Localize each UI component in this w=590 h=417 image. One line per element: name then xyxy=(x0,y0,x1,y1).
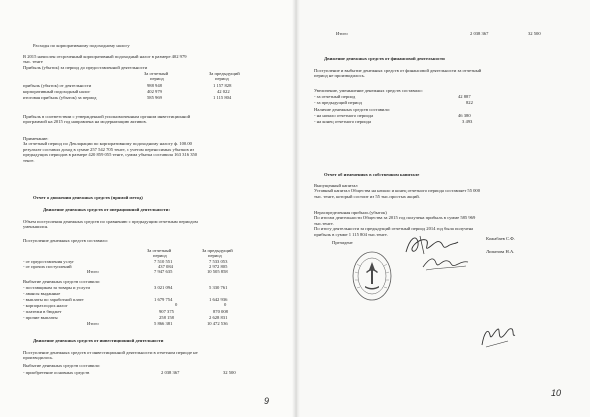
table-cell: 1 679 754 xyxy=(154,297,173,302)
tax-intro-line: тыс. тенге xyxy=(23,59,43,65)
table-cell: 2 038 367 xyxy=(161,370,180,375)
balance-table xyxy=(314,113,514,125)
tax-note xyxy=(23,136,197,163)
table-cell: 7 947 635 xyxy=(154,269,173,274)
capital-section xyxy=(314,183,480,199)
paragraph-line: По итогу деятельности за предыдущий отчетный период 2014 год была получена xyxy=(314,226,474,232)
table-cell: 1 115 804 xyxy=(213,95,232,100)
table-row-label: - за предыдущий период xyxy=(314,100,362,105)
outflow-table xyxy=(23,285,283,333)
investing-outflow-heading: Выбытие денежных средств составило: xyxy=(23,363,101,368)
table-row-label: - от предоставления услуг xyxy=(23,259,75,264)
initials-mark-icon xyxy=(478,323,518,351)
inflow-col1-header: За отчетный xyxy=(147,248,172,253)
page-right xyxy=(296,0,590,417)
table-cell: 402 979 xyxy=(147,89,162,94)
note-line: предыдущих периодов в размере 420 859 055 тенге, сумма убытка составила 163 316 350 xyxy=(23,152,198,158)
table-row-label: - на начало отчетного периода xyxy=(314,113,374,118)
tax-paragraph xyxy=(23,114,190,125)
table-cell: 46 380 xyxy=(458,113,471,118)
signature-accountant-icon xyxy=(420,253,470,273)
table-row-label: - прочие выплаты xyxy=(23,315,58,320)
table-row-label: Итого xyxy=(87,321,99,326)
table-row-label: - приобретение основных средств xyxy=(23,370,90,375)
table-cell: 42 022 xyxy=(217,89,230,94)
table-row-label: Итого xyxy=(336,31,348,36)
table-cell: 258 158 xyxy=(159,315,174,320)
paragraph-line: тыс.тенге. xyxy=(314,220,334,226)
table-cell: 870 008 xyxy=(213,309,228,314)
table-cell: 822 xyxy=(466,100,473,105)
table-row-label: корпоративный подоходный налог xyxy=(23,89,91,94)
table-row-label: - авансы выданные xyxy=(23,291,61,296)
table-cell: 5 866 381 xyxy=(154,321,173,326)
table-row-label: - корпорат.подох.налог xyxy=(23,303,68,308)
table-cell: 42 887 xyxy=(458,94,471,99)
table-row-label: прибыль (убыток) от деятельности xyxy=(23,83,92,88)
outflow-heading: Выбытие денежных средств составило: xyxy=(23,279,101,284)
paragraph-line: Поступление денежных средств от инвестиционной деятельности в отчетном периоде не xyxy=(23,350,198,355)
table-row-label: - на конец отчетного периода xyxy=(314,119,372,124)
balance-heading: Наличие денежных средств составило: xyxy=(314,107,391,112)
table-cell: 7 510 551 xyxy=(154,259,173,264)
table-cell: 2 628 831 xyxy=(209,315,228,320)
capital-heading: Выпущенный капитал xyxy=(314,183,358,188)
tax-section xyxy=(33,43,130,48)
table-cell: 3 493 xyxy=(462,119,473,124)
page-fold-shadow xyxy=(292,0,300,417)
note-line: результат составил доход в сумме 257 542 705 тенге, с учетом переносимых убытков из xyxy=(23,146,195,152)
table-row-label: итоговая прибыль (убыток) за период xyxy=(23,95,97,100)
investing-heading: Движение денежных средств от инвестиционной деятельности xyxy=(33,338,164,343)
tax-intro-line: Прибыль (убыток) за период до предоставленной деятельности xyxy=(23,64,148,70)
table-cell: 2 038 367 xyxy=(470,31,489,36)
table-cell: 32 500 xyxy=(223,370,236,375)
table-cell: 585 969 xyxy=(147,95,162,100)
paragraph-line: программой на 2015 год направлена на модернизацию активов. xyxy=(23,119,147,125)
paragraph-line: Объем поступления денежных средств по сравнению с предыдущим отчетным периодом xyxy=(23,219,198,224)
table-row-label: - за отчетный период xyxy=(314,94,356,99)
table-cell: 988 948 xyxy=(147,83,162,88)
paragraph-line: производилось. xyxy=(23,355,54,361)
table-row-label: - поставщикам за товары и услуги xyxy=(23,285,90,290)
inflow-col2-header: период xyxy=(208,253,222,258)
cashflow-title: Отчет о движении денежных средств (прямой метод) xyxy=(33,195,143,200)
paragraph-line: Прибыль в соответствии с утвержденной уполномоченным органом инвестиционной xyxy=(23,114,191,119)
table-cell: 7 533 053 xyxy=(209,259,228,264)
tax-table xyxy=(23,71,283,113)
paragraph-line: По итогам деятельности Общества за 2015 год получена прибыль в сумме 585 969 xyxy=(314,215,476,221)
operating-intro xyxy=(23,219,198,230)
table-cell: 10 472 536 xyxy=(207,321,228,326)
paragraph-line: тыс. тенге, который состоит из 55 тыс.простых акций. xyxy=(314,193,420,199)
table-cell: 3 021 094 xyxy=(154,285,173,290)
table-cell: 2 972 805 xyxy=(209,264,228,269)
equity-heading: Отчет об изменениях в собственном капитале xyxy=(324,172,420,177)
table-cell: 0 xyxy=(175,302,178,307)
tax-intro xyxy=(23,54,187,70)
table-cell: 907 375 xyxy=(159,309,174,314)
table-cell: 437 084 xyxy=(158,264,173,269)
table-row-label: Итого xyxy=(87,269,99,274)
note-line: тенге. xyxy=(23,157,35,163)
paragraph-line: прибыль в сумме 1 115 804 тыс.тенге. xyxy=(314,231,388,237)
company-seal-icon xyxy=(351,250,393,302)
investing-intro xyxy=(23,350,198,361)
retained-heading: Нераспределенная прибыль (убыток) xyxy=(314,210,387,215)
paragraph-line: период не производилось. xyxy=(314,73,365,79)
table-cell: 10 505 858 xyxy=(207,269,228,274)
inflow-col2-header: За предыдущий xyxy=(202,248,233,253)
table-cell: 0 xyxy=(224,302,227,307)
paragraph-line: Уставный капитал Общества на начало и конец отчетного периода составляет 55 000 xyxy=(314,188,481,194)
tax-col1-header: период xyxy=(150,76,164,81)
tax-col2-header: За предыдущий xyxy=(209,71,240,76)
signer-name-president: Кожабаев С.Ф. xyxy=(486,236,515,241)
table-cell: 1 157 828 xyxy=(213,83,232,88)
financing-heading: Движение денежных средств от финансовой деятельности xyxy=(324,56,445,61)
paragraph-line: Поступление и выбытие денежных средств от финансовой деятельности за отчетный xyxy=(314,68,482,73)
table-cell: 32 500 xyxy=(528,31,541,36)
table-row-label: - от прочих поступлений xyxy=(23,264,72,269)
signer-title: Президент xyxy=(332,240,353,245)
inflow-col1-header: период xyxy=(153,253,167,258)
note-line: За отчетный период по Декларации по корпоративному подоходному налогу ф. 100.00 xyxy=(23,141,192,147)
tax-intro-line: В 2015 начислен отсроченный корпоративный подоходный налог в размере 402 979 xyxy=(23,54,187,59)
investing-table xyxy=(23,370,283,378)
page-number-right: 10 xyxy=(551,388,562,398)
tax-col1-header: За отчетный xyxy=(144,71,169,76)
table-row-label: - платежи в бюджет xyxy=(23,309,62,314)
tax-heading: Расходы по корпоративному подоходному налогу xyxy=(33,43,130,48)
table-row-label: - выплаты по заработной плате xyxy=(23,297,84,302)
change-table xyxy=(314,94,514,106)
financing-intro xyxy=(314,68,481,79)
paragraph-line: уменьшился. xyxy=(23,224,49,230)
table-cell: 5 330 761 xyxy=(209,285,228,290)
operating-heading: Движение денежных средств от операционной деятельности: xyxy=(43,207,170,212)
table-cell: 1 642 936 xyxy=(209,297,228,302)
inflow-heading: Поступление денежных средств составило: xyxy=(23,238,109,243)
change-heading: Увеличение, уменьшение денежных средств составило: xyxy=(314,88,423,93)
signer-name-accountant: Липатова Н.А. xyxy=(486,249,515,254)
note-heading: Примечание: xyxy=(23,136,49,141)
tax-col2-header: период xyxy=(215,76,229,81)
inflow-table xyxy=(23,248,283,278)
investing-total-row xyxy=(336,31,586,39)
page-number-left: 9 xyxy=(264,396,270,406)
